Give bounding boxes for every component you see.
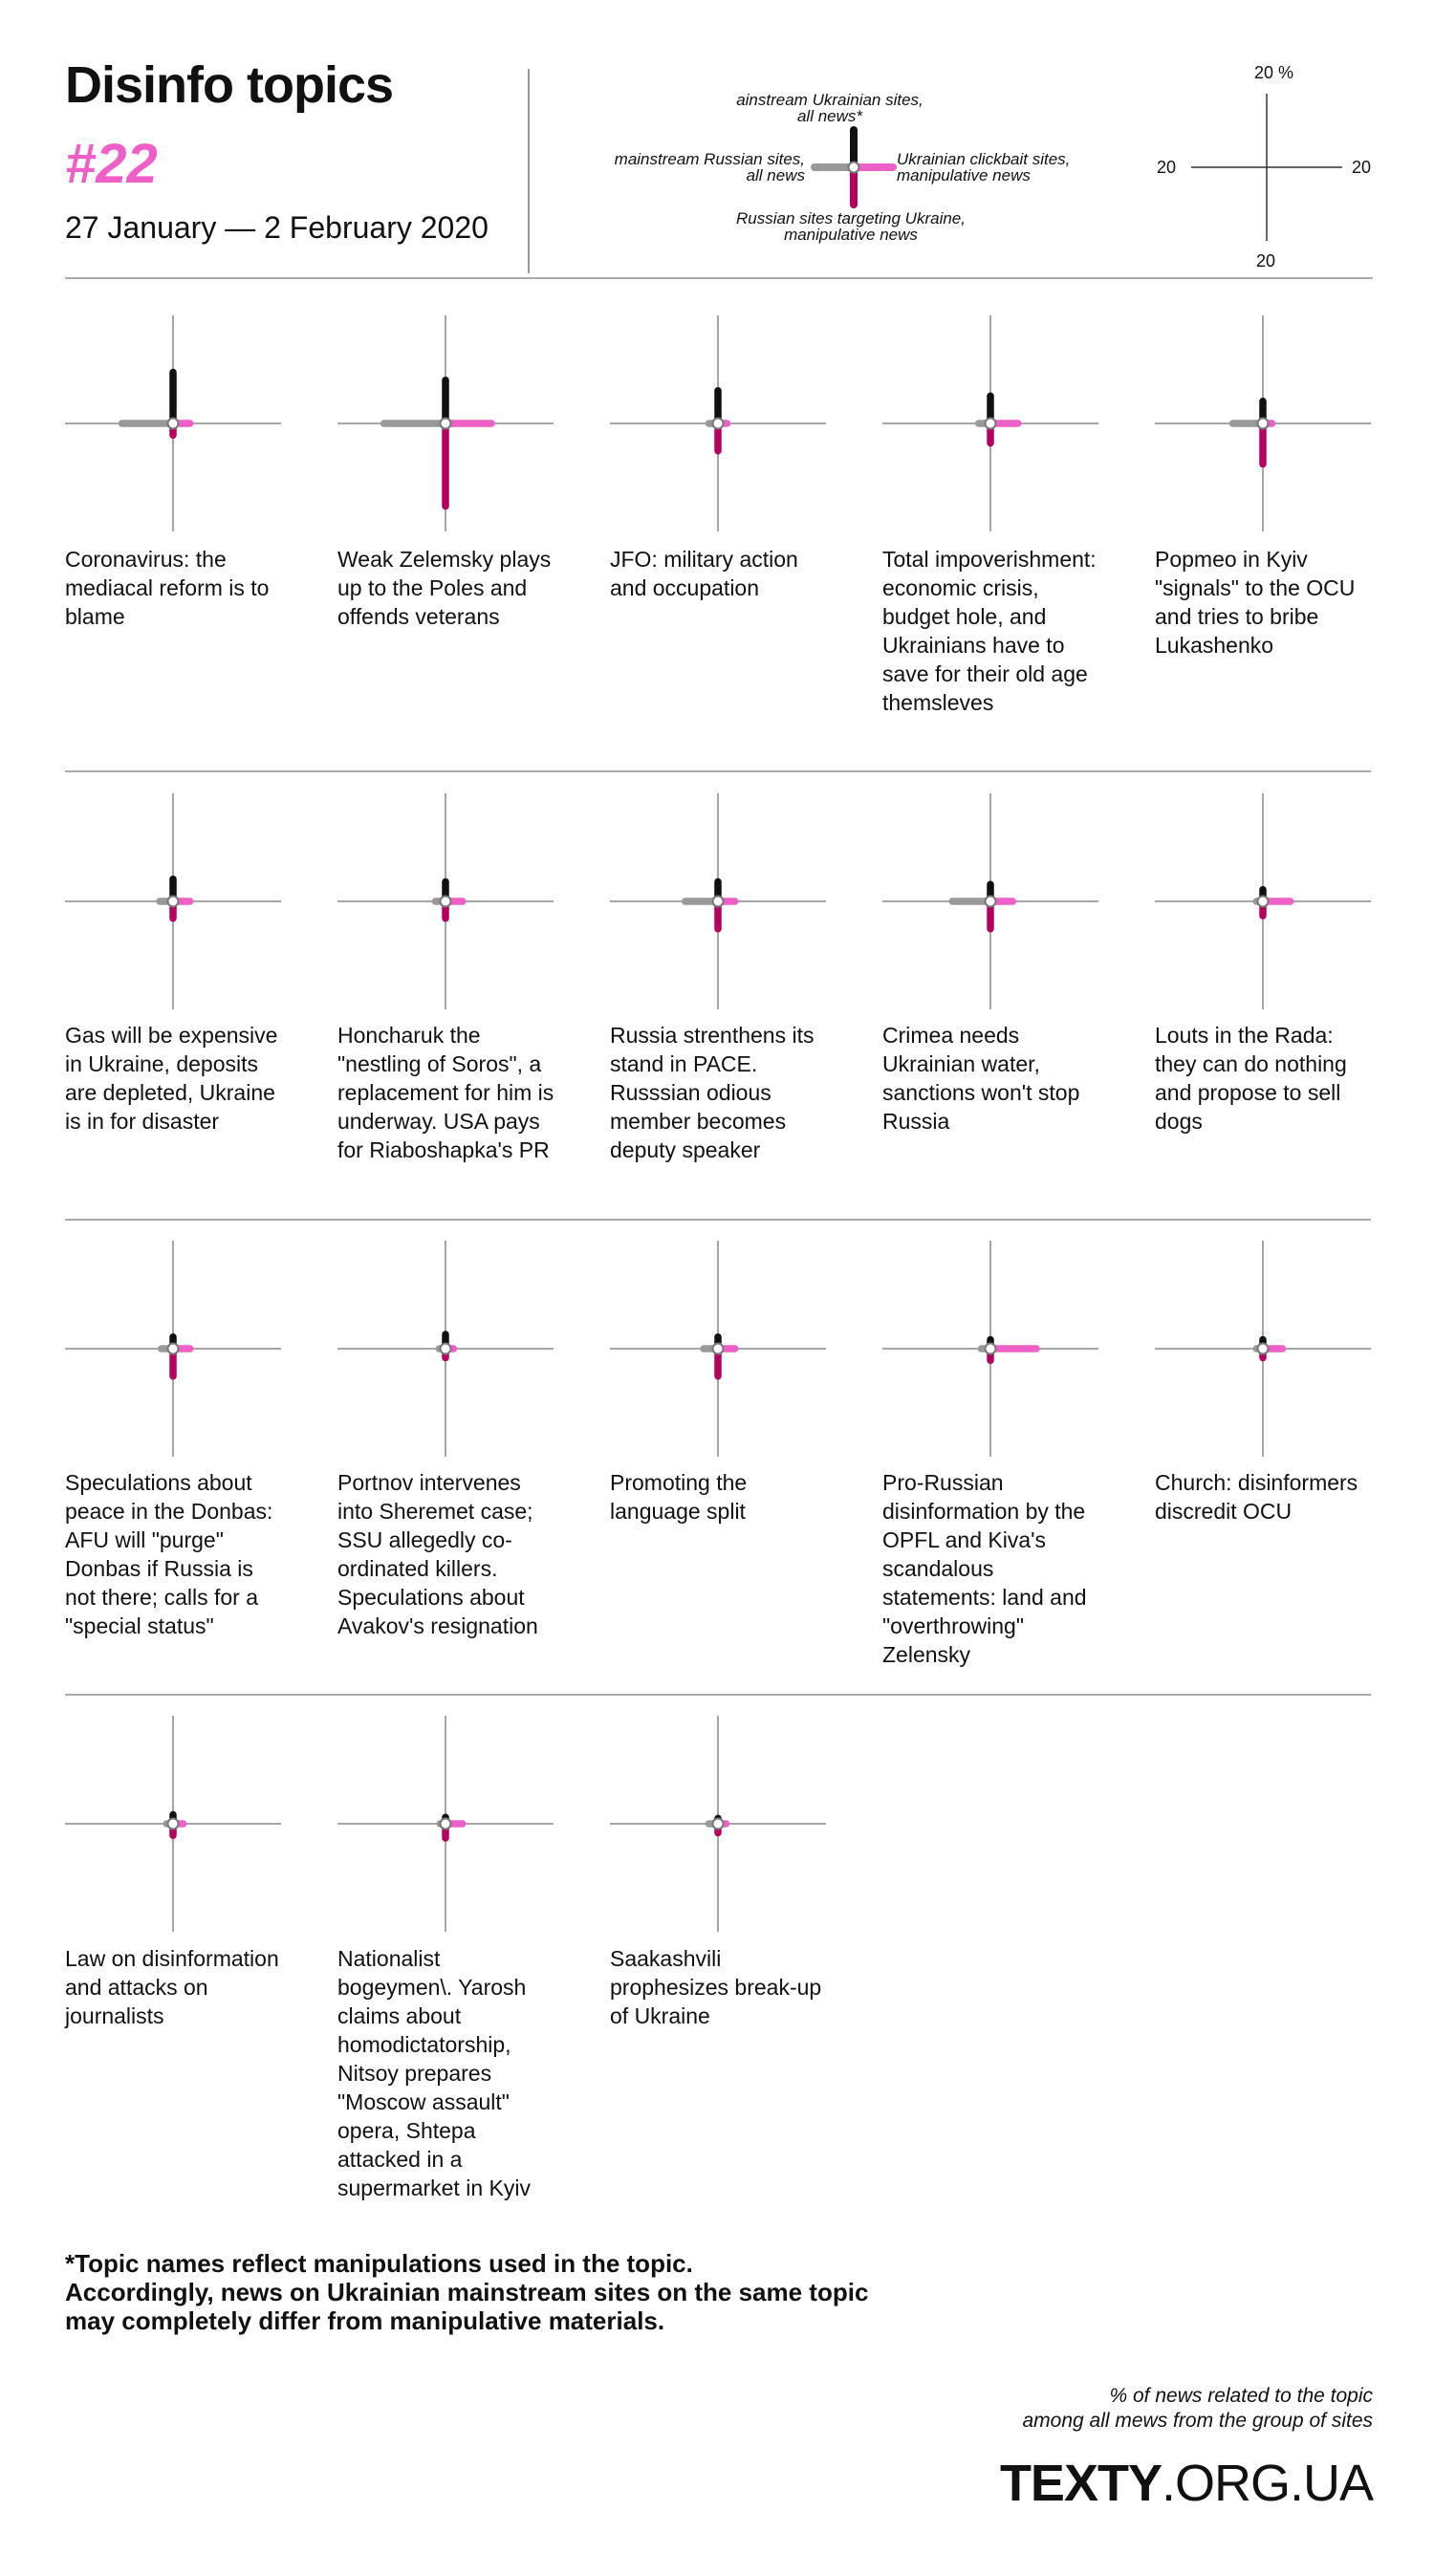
topic-cross-chart xyxy=(610,793,826,1009)
center-dot xyxy=(986,897,996,907)
topic-cross-chart xyxy=(337,793,554,1009)
footnote: *Topic names reflect manipulations used in the topic. Accordingly, news on Ukrainian mainstream sites on the same topic may completely differ from manipulative materials. xyxy=(65,2249,869,2335)
topic-cross-chart xyxy=(65,1716,281,1932)
center-dot xyxy=(713,897,724,907)
topic-caption: Honcharuk the "nestling of Soros", a replacement for him is underway. USA pays for Riaboshapka's PR xyxy=(337,1023,554,1162)
center-dot xyxy=(713,419,724,429)
legend-left-label: mainstream Russian sites, all news xyxy=(614,150,805,184)
date-range: 27 January — 2 February 2020 xyxy=(65,210,489,245)
center-dot xyxy=(441,1819,451,1829)
topic-cross-chart xyxy=(337,315,554,531)
legend-right-label: Ukrainian clickbait sites, manipulative news xyxy=(897,150,1071,184)
topic-caption: Pro-Russian disinformation by the OPFL and Kiva's scandalous statements: land and "overthrowing" Zelensky xyxy=(882,1470,1087,1667)
center-dot xyxy=(986,419,996,429)
scale-bottom-label: 20 xyxy=(1256,251,1276,271)
issue-number: #22 xyxy=(65,133,158,195)
center-dot xyxy=(441,897,451,907)
topic-caption: Coronavirus: the mediacal reform is to blame xyxy=(65,547,270,629)
scale-top-label: 20 % xyxy=(1254,63,1294,82)
topic-cross-chart xyxy=(1155,1241,1371,1457)
topic-cross-chart xyxy=(1155,793,1371,1009)
topic-cross-chart xyxy=(610,1241,826,1457)
topic-caption: Promoting the language split xyxy=(610,1470,748,1524)
center-dot xyxy=(168,419,179,429)
topic-cross-chart xyxy=(882,315,1098,531)
center-dot xyxy=(441,419,451,429)
center-dot xyxy=(168,1344,179,1354)
topic-caption: Nationalist bogeymen\. Yarosh claims about homodictatorship, Nitsoy prepares "Moscow assault" opera, Shtepa attacked in a supermarket in Kyiv xyxy=(337,1946,531,2200)
center-dot xyxy=(713,1819,724,1829)
center-dot xyxy=(1258,897,1269,907)
unit-note: % of news related to the topic among all mews from the group of sites xyxy=(1022,2385,1373,2432)
row-divider xyxy=(65,770,1371,772)
center-dot xyxy=(441,1344,451,1354)
scale-right-label: 20 xyxy=(1352,158,1372,177)
topic-cross-chart xyxy=(610,1716,826,1932)
topic-caption: Total impoverishment: economic crisis, budget hole, and Ukrainians have to save for their old age themsleves xyxy=(882,547,1097,715)
topic-caption: Gas will be expensive in Ukraine, deposits are depleted, Ukraine is in for disaster xyxy=(65,1023,278,1134)
topic-cross-chart xyxy=(882,793,1098,1009)
legend-top-label: ainstream Ukrainian sites, all news* xyxy=(736,91,923,125)
center-dot xyxy=(713,1344,724,1354)
topic-cross-chart xyxy=(1155,315,1371,531)
topic-cross-chart xyxy=(65,315,281,531)
header-rule xyxy=(65,277,1373,279)
center-dot xyxy=(168,1819,179,1829)
row-divider xyxy=(65,1219,1371,1221)
topic-cross-chart xyxy=(65,793,281,1009)
topic-caption: Portnov intervenes into Sheremet case; SSU allegedly co-ordinated killers. Speculations about Avakov's resignation xyxy=(337,1470,538,1638)
topic-cross-chart xyxy=(882,1241,1098,1457)
topic-caption: Church: disinformers discredit OCU xyxy=(1155,1470,1358,1524)
center-dot xyxy=(1258,419,1269,429)
legend-cross-icon xyxy=(811,124,897,210)
brand-logo xyxy=(956,2454,1373,2513)
topic-caption: Crimea needs Ukrainian water, sanctions won't stop Russia xyxy=(882,1023,1080,1134)
scale-cross xyxy=(1185,92,1348,245)
topic-caption: Popmeo in Kyiv "signals" to the OCU and tries to bribe Lukashenko xyxy=(1155,547,1356,658)
header-divider xyxy=(528,69,530,273)
topic-caption: Law on disinformation and attacks on journalists xyxy=(65,1946,279,2028)
topic-cross-chart xyxy=(337,1716,554,1932)
brand-bold: TEXTY xyxy=(999,2455,1162,2512)
topic-cross-chart xyxy=(337,1241,554,1457)
center-dot xyxy=(1258,1344,1269,1354)
center-dot xyxy=(168,897,179,907)
topic-caption: Russia strenthens its stand in PACE. Russsian odious member becomes deputy speaker xyxy=(610,1023,815,1162)
topic-cross-chart xyxy=(65,1241,281,1457)
center-dot xyxy=(986,1344,996,1354)
topic-caption: JFO: military action and occupation xyxy=(610,547,798,600)
brand-light: .ORG.UA xyxy=(1161,2455,1373,2512)
scale-left-label: 20 xyxy=(1157,158,1177,177)
topic-caption: Weak Zelemsky plays up to the Poles and offends veterans xyxy=(337,547,552,629)
topic-cross-chart xyxy=(610,315,826,531)
page-title: Disinfo topics xyxy=(65,56,394,114)
legend-bottom-label: Russian sites targeting Ukraine, manipulative news xyxy=(735,209,966,244)
row-divider xyxy=(65,1694,1371,1696)
topic-caption: Speculations about peace in the Donbas: AFU will "purge" Donbas if Russia is not there; calls for a "special status" xyxy=(65,1470,273,1638)
topic-caption: Louts in the Rada: they can do nothing and propose to sell dogs xyxy=(1155,1023,1347,1134)
topic-caption: Saakashvili prophesizes break-up of Ukraine xyxy=(610,1946,822,2028)
